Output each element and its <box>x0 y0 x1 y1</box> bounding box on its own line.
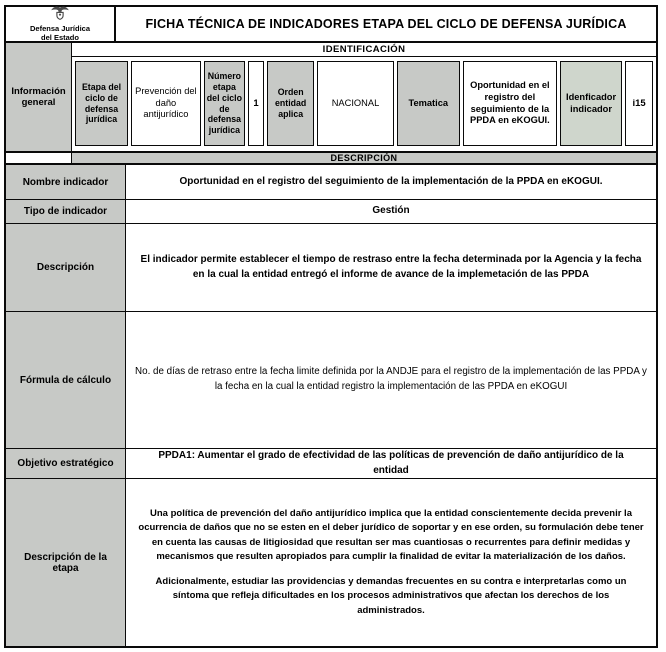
identification-content <box>72 43 656 151</box>
document-header <box>6 7 656 43</box>
table-row <box>6 479 656 646</box>
table-row <box>6 165 656 200</box>
identification-section-title: IDENTIFICACIÓN <box>72 43 656 57</box>
ident-cell-orden-entidad: Orden entidad aplica <box>267 61 314 146</box>
table-row <box>6 224 656 312</box>
description-bar-spacer <box>6 153 72 163</box>
logo <box>6 7 116 41</box>
table-row <box>6 312 656 449</box>
table-row <box>6 200 656 224</box>
row-value-tipo-indicador: Gestión <box>126 200 656 223</box>
ident-cell-numero-valor: 1 <box>248 61 264 146</box>
etapa-paragraph-2: Adicionalmente, estudiar las providencias y demandas frecuentes en su contra e interpretarlas como un síntoma que refleja dificultades en los procesos administrativos que afectan los derechos de los administrados. <box>155 576 627 616</box>
row-label-nombre-indicador: Nombre indicador <box>6 165 126 199</box>
row-value-descripcion-etapa <box>126 479 656 646</box>
page-title: FICHA TÉCNICA DE INDICADORES ETAPA DEL CICLO DE DEFENSA JURÍDICA <box>145 17 627 31</box>
ident-cell-etapa-ciclo: Etapa del ciclo de defensa jurídica <box>75 61 128 146</box>
ident-cell-identificador-valor: i15 <box>625 61 653 146</box>
etapa-paragraph-1: Una política de prevención del daño antijurídico implica que la entidad conscientemente decida prevenir la ocurrencia de daños que no se esten en el deber jurídico de soportar y en ese orden, su formulación debe tener en cuenta las causas de litigiosidad que resultan ser mas cuantiosas o recurrentes para definir medidas y mecanismos que resulten apropiados para cumplir la finalidad de evitar la materialización de los daños. <box>138 508 644 562</box>
info-general-label: Información general <box>6 43 72 151</box>
ident-cell-prevencion-dano: Prevención del daño antijurídico <box>131 61 201 146</box>
ficha-tecnica-document <box>4 5 658 648</box>
ident-cell-numero-etapa: Número etapa del ciclo de defensa jurídica <box>204 61 245 146</box>
row-label-tipo-indicador: Tipo de indicador <box>6 200 126 223</box>
row-label-formula-calculo: Fórmula de cálculo <box>6 312 126 448</box>
ident-cell-orden-valor: NACIONAL <box>317 61 394 146</box>
row-value-nombre-indicador: Oportunidad en el registro del seguimiento de la implementación de la PPDA en eKOGUI. <box>126 165 656 199</box>
row-value-formula-calculo: No. de días de retraso entre la fecha limite definida por la ANDJE para el registro de la implementación de las PPDA y la fecha en la cual la entidad registro la implementación de las PPDA en eKOGUI <box>126 312 656 448</box>
table-row <box>6 449 656 479</box>
row-label-objetivo-estrategico: Objetivo estratégico <box>6 449 126 478</box>
identification-cells-row <box>72 57 656 151</box>
defensa-juridica-emblem-icon <box>49 4 71 25</box>
logo-text-line2: del Estado <box>41 33 79 42</box>
ident-cell-identificador: Idenficador indicador <box>560 61 622 146</box>
row-label-descripcion-etapa: Descripción de la etapa <box>6 479 126 646</box>
row-value-descripcion: El indicador permite establecer el tiempo de restraso entre la fecha determinada por la Agencia y la fecha en la cual la entidad entregó el informe de avance de la implemetación de las PPDA <box>126 224 656 311</box>
ident-cell-tematica: Tematica <box>397 61 460 146</box>
ident-cell-tematica-valor: Oportunidad en el registro del seguimiento de la PPDA en eKOGUI. <box>463 61 557 146</box>
description-section-title: DESCRIPCIÓN <box>72 153 656 163</box>
logo-text-line1: Defensa Jurídica <box>29 24 91 34</box>
row-label-descripcion: Descripción <box>6 224 126 311</box>
description-section-header <box>6 153 656 165</box>
row-value-objetivo-estrategico: PPDA1: Aumentar el grado de efectividad de las políticas de prevención de daño antijurídico de la entidad <box>126 449 656 478</box>
identification-section <box>6 43 656 153</box>
